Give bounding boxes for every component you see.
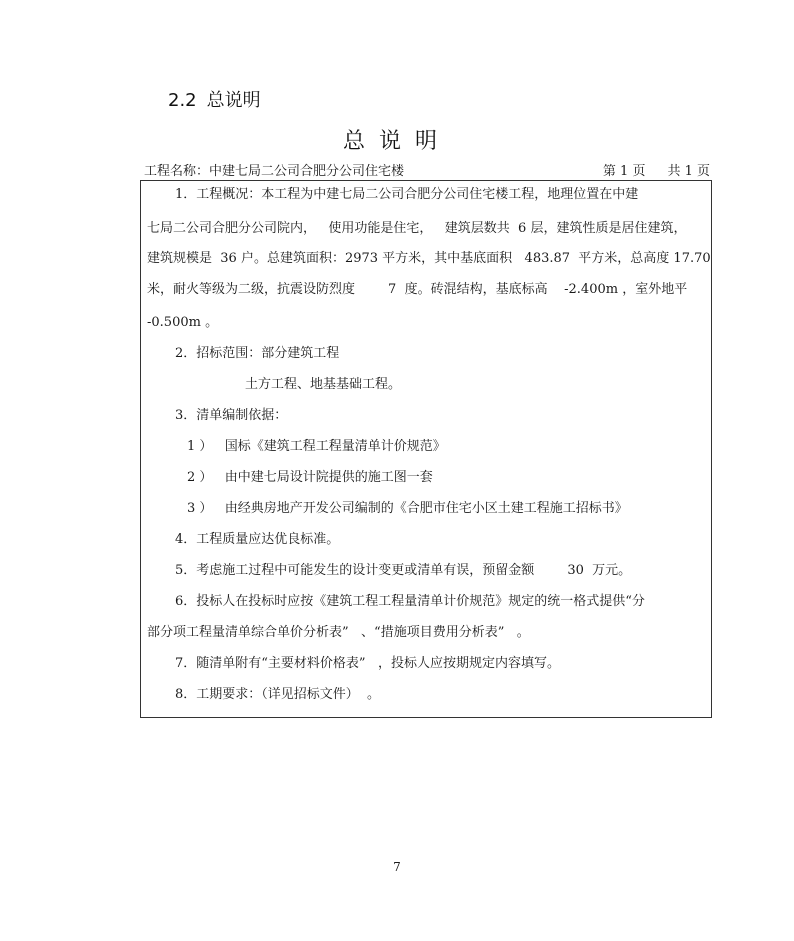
paragraph-line: 建筑规模是 36 户。总建筑面积：2973 平方米，其中基底面积 483.87 平方米，总高度 17.70	[147, 251, 711, 266]
project-info	[144, 160, 404, 179]
paragraph-line: 3．清单编制依据：	[175, 408, 288, 423]
section-title: 总说明	[206, 90, 261, 111]
paragraph-line: 米，耐火等级为二级，抗震设防烈度 7 度。砖混结构，基底标高 -2.400m ，室外地平	[147, 282, 688, 297]
section-heading	[168, 86, 271, 112]
paragraph-line: 1．工程概况：本工程为中建七局二公司合肥分公司住宅楼工程，地理位置在中建	[175, 187, 639, 202]
project-name: 中建七局二公司合肥分公司住宅楼	[209, 164, 405, 179]
paragraph-line: 6．投标人在投标时应按《建筑工程工程量清单计价规范》规定的统一格式提供“分	[175, 594, 645, 609]
total-pages-label: 共 1 页	[667, 164, 710, 179]
paragraph-line: 七局二公司合肥分公司院内， 使用功能是住宅， 建筑层数共 6 层，建筑性质是居住建筑，	[147, 221, 687, 236]
content-box	[140, 180, 712, 718]
paragraph-line: 2．招标范围：部分建筑工程	[175, 346, 340, 361]
page-title: 总说明	[342, 129, 451, 154]
paragraph-line: 8．工期要求：（详见招标文件） 。	[175, 687, 381, 702]
document-header	[144, 160, 710, 178]
paragraph-line: 7．随清单附有“主要材料价格表” ，投标人应按期规定内容填写。	[175, 656, 560, 671]
page-label: 第 1 页	[602, 164, 646, 179]
paragraph-line: -0.500m 。	[147, 315, 219, 330]
page-number: 7	[393, 860, 401, 874]
paragraph-line: 土方工程、地基基础工程。	[245, 377, 402, 392]
paragraph-line: 部分项工程量清单综合单价分析表” 、“措施项目费用分析表” 。	[147, 625, 530, 640]
list-item: 3 ） 由经典房地产开发公司编制的《合肥市住宅小区土建工程施工招标书》	[187, 501, 628, 516]
list-item: 2 ） 由中建七局设计院提供的施工图一套	[187, 470, 433, 485]
list-item: 1 ） 国标《建筑工程工程量清单计价规范》	[187, 439, 446, 454]
page-info	[581, 160, 710, 179]
paragraph-line: 5．考虑施工过程中可能发生的设计变更或清单有误，预留金额 30 万元。	[175, 563, 632, 578]
project-label: 工程名称：	[144, 164, 210, 179]
paragraph-line: 4．工程质量应达优良标准。	[175, 532, 340, 547]
section-number: 2.2	[168, 90, 197, 111]
